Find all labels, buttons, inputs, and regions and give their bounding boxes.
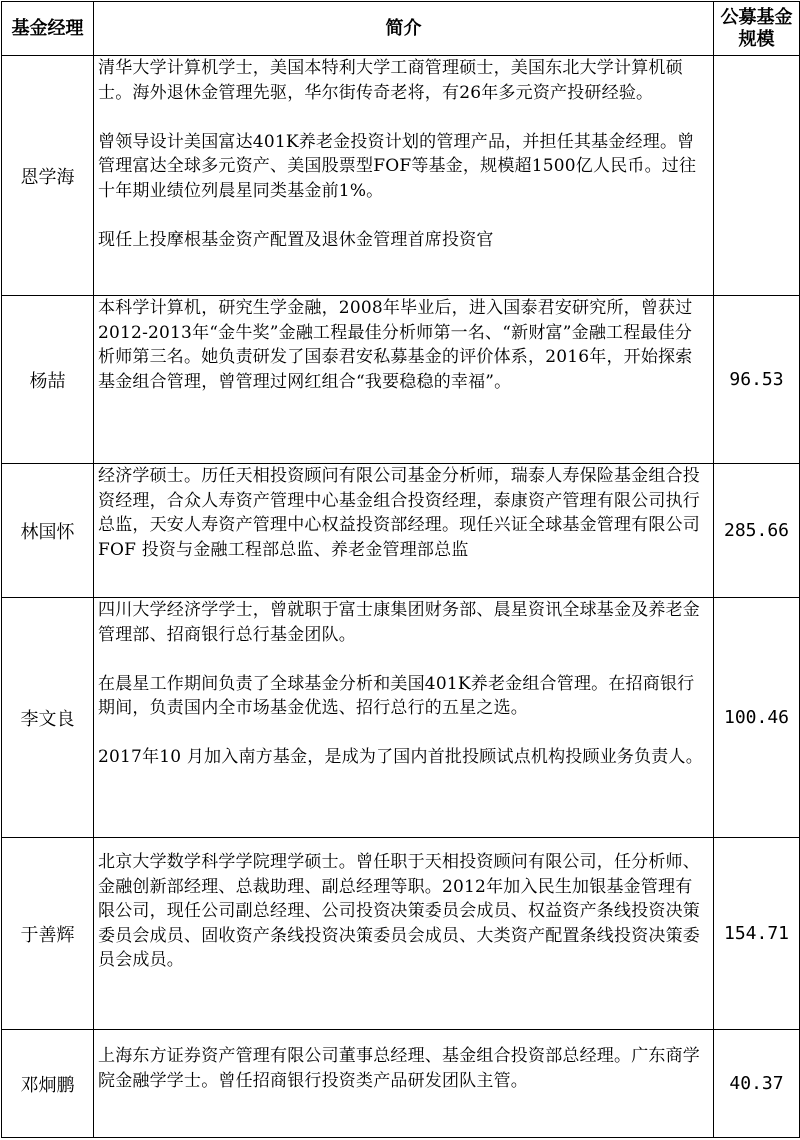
manager-intro [94,598,714,838]
manager-intro [94,464,714,598]
intro-paragraph: 上海东方证券资产管理有限公司董事总经理、基金组合投资部总经理。广东商学院金融学学士。曾任招商银行投资类产品研发团队主管。 [98,1046,700,1091]
manager-name: 李文良 [2,598,94,838]
header-manager [2,2,94,56]
intro-paragraph: 本科学计算机，研究生学金融，2008年毕业后，进入国泰君安研究所，曾获过2012-2013年“金牛奖”金融工程最佳分析师第一名、“新财富”金融工程最佳分析师第三名。她负责研发了国泰君安私募基金的评价体系，2016年，开始探索基金组合管理，曾管理过网红组合“我要稳稳的幸福”。 [98,298,693,392]
manager-name: 杨喆 [2,296,94,464]
manager-name: 恩学海 [2,56,94,296]
fund-scale: 154.71 [714,838,800,1030]
header-scale-text: 公募基金规模 [720,6,793,50]
manager-intro [94,1030,714,1138]
table-row [2,464,800,598]
table-row [2,838,800,1030]
header-manager-text: 基金经理 [11,17,84,39]
header-intro: 简介 [94,2,714,56]
manager-intro [94,296,714,464]
header-scale [714,2,800,56]
table-row [2,1030,800,1138]
intro-paragraph: 曾领导设计美国富达401K养老金投资计划的管理产品，并担任其基金经理。曾管理富达全球多元资产、美国股票型FOF等基金，规模超1500亿人民币。过往十年期业绩位列晨星同类基金前1%。 [98,131,697,201]
manager-intro [94,838,714,1030]
manager-intro [94,56,714,296]
fund-scale: 285.66 [714,464,800,598]
manager-name: 邓炯鹏 [2,1030,94,1138]
table-row [2,598,800,838]
intro-paragraph: 清华大学计算机学士，美国本特利大学工商管理硕士，美国东北大学计算机硕士。海外退休金管理先驱，华尔街传奇老将，有26年多元资产投研经验。 [98,58,683,103]
header-row [2,2,800,56]
intro-paragraph: 在晨星工作期间负责了全球基金分析和美国401K养老金组合管理。在招商银行期间，负责国内全市场基金优选、招行总行的五星之选。 [98,673,695,718]
intro-paragraph: 2017年10 月加入南方基金，是成为了国内首批投顾试点机构投顾业务负责人。 [98,747,703,767]
intro-paragraph: 四川大学经济学学士，曾就职于富士康集团财务部、晨星资讯全球基金及养老金管理部、招商银行总行基金团队。 [98,600,700,645]
fund-scale [714,56,800,296]
table-row [2,296,800,464]
fund-manager-table [1,1,800,1138]
fund-scale: 96.53 [714,296,800,464]
intro-paragraph: 现任上投摩根基金资产配置及退休金管理首席投资官 [98,229,494,250]
manager-name: 于善辉 [2,838,94,1030]
intro-paragraph: 北京大学数学科学学院理学硕士。曾任职于天相投资顾问有限公司，任分析师、金融创新部经理、总裁助理、副总经理等职。2012年加入民生加银基金管理有限公司，现任公司副总经理、公司投资决策委员会成员、权益资产条线投资决策委员会成员、固收资产条线投资决策委员会成员、大类资产配置条线投资决策委员会成员。 [98,852,700,970]
table-row [2,56,800,296]
fund-scale: 40.37 [714,1030,800,1138]
intro-paragraph: 经济学硕士。历任天相投资顾问有限公司基金分析师，瑞泰人寿保险基金组合投资经理，合众人寿资产管理中心基金组合投资经理，泰康资产管理有限公司执行总监，天安人寿资产管理中心权益投资部经理。现任兴证全球基金管理有限公司 FOF 投资与金融工程部总监、养老金管理部总监 [98,466,700,560]
fund-scale: 100.46 [714,598,800,838]
manager-name: 林国怀 [2,464,94,598]
